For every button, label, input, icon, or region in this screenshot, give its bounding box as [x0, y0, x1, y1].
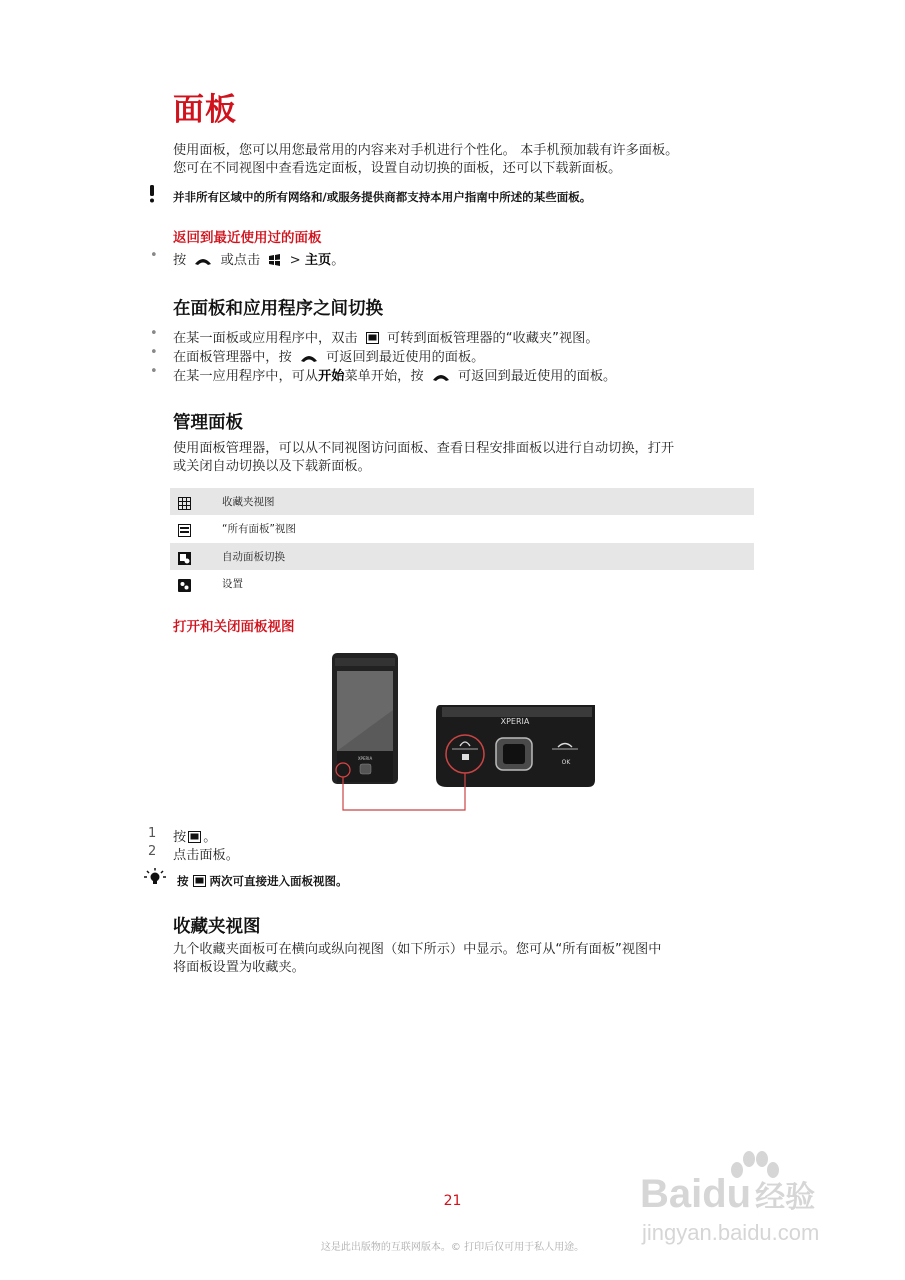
- row-label: 收藏夹视图: [222, 496, 275, 508]
- text: 在某一应用程序中，可从: [173, 369, 319, 384]
- auto-switch-icon: [178, 550, 191, 563]
- text: 菜单开始，按: [344, 369, 424, 384]
- bullet-icon: •: [150, 364, 158, 379]
- bullet-icon: •: [150, 326, 158, 341]
- text: 在某一面板或应用程序中，双击: [173, 331, 358, 346]
- tip-lightbulb-icon: [144, 868, 166, 892]
- end-call-icon: [432, 371, 450, 386]
- fav-line-1: 九个收藏夹面板可在横向或纵向视图（如下所示）中显示。您可从“所有面板”视图中: [173, 942, 662, 957]
- phone-illustration: [330, 650, 600, 815]
- heading-switch: 在面板和应用程序之间切换: [173, 299, 383, 319]
- phone-brand-small: XPERIA: [357, 756, 373, 761]
- settings-icon: [178, 577, 191, 590]
- bullet-return: [173, 249, 344, 270]
- list-icon: [178, 522, 191, 535]
- bullet-switch-2: [173, 346, 484, 367]
- start-label: 开始: [318, 369, 345, 384]
- page-title: 面板: [173, 92, 237, 128]
- exclamation-icon: [148, 185, 156, 207]
- manage-line-2: 或关闭自动切换以及下载新面板。: [173, 459, 371, 474]
- phone-brand-large: XPERIA: [500, 717, 530, 726]
- step-1-number: 1: [148, 826, 157, 841]
- text: 或点击: [220, 253, 261, 268]
- table-row: [170, 488, 754, 515]
- text: 按: [177, 874, 189, 888]
- heading-favorites: 收藏夹视图: [173, 917, 261, 937]
- baidu-watermark: [640, 1150, 850, 1260]
- text: 可返回到最近使用的面板。: [457, 369, 617, 384]
- row-label: 设置: [222, 578, 243, 590]
- text: 。: [331, 253, 345, 268]
- page-number: 21: [443, 1193, 462, 1209]
- step-2-number: 2: [148, 844, 157, 859]
- tip-note: [177, 873, 348, 890]
- wm-brand2: du: [702, 1172, 752, 1216]
- table-row: [170, 570, 754, 597]
- fav-line-2: 将面板设置为收藏夹。: [173, 960, 305, 975]
- home-label: 主页: [304, 253, 332, 268]
- ok-label: OK: [561, 759, 571, 766]
- bullet-icon: •: [150, 248, 158, 263]
- table-row: [170, 515, 754, 542]
- wm-brand: Bai: [640, 1172, 703, 1216]
- text: 按: [173, 830, 187, 845]
- step-2: 点击面板。: [173, 848, 239, 863]
- text: 。: [203, 830, 217, 845]
- footer-notice: 这是此出版物的互联网版本。© 打印后仅可用于私人用途。: [320, 1242, 585, 1253]
- wm-url: jingyan.baidu.com: [642, 1220, 820, 1245]
- end-call-icon: [194, 255, 212, 270]
- text: 在面板管理器中，按: [173, 350, 292, 365]
- bullet-switch-1: [173, 327, 599, 348]
- row-label: 自动面板切换: [222, 551, 285, 563]
- text: 可转到面板管理器的“收藏夹”视图。: [387, 331, 599, 346]
- panel-key-icon: [193, 875, 206, 890]
- text: 按: [173, 253, 187, 268]
- row-label: “所有面板”视图: [222, 523, 296, 535]
- wm-cn: 经验: [755, 1181, 816, 1214]
- windows-start-icon: [268, 254, 281, 270]
- text: 可返回到最近使用的面板。: [326, 350, 485, 365]
- bullet-switch-3: [173, 365, 616, 386]
- heading-open-close: 打开和关闭面板视图: [173, 619, 295, 635]
- warning-note: 并非所有区域中的所有网络和/或服务提供商都支持本用户指南中所述的某些面板。: [173, 190, 592, 204]
- table-row: [170, 543, 754, 570]
- grid-icon: [178, 495, 191, 508]
- intro-line-1: 使用面板，您可以用您最常用的内容来对手机进行个性化。 本手机预加载有许多面板。: [173, 143, 679, 158]
- text: >: [289, 253, 301, 268]
- text: 两次可直接进入面板视图。: [209, 874, 348, 888]
- heading-manage: 管理面板: [173, 413, 243, 433]
- bullet-icon: •: [150, 345, 158, 360]
- intro-line-2: 您可在不同视图中查看选定面板，设置自动切换的面板，还可以下载新面板。: [173, 161, 622, 176]
- heading-return: 返回到最近使用过的面板: [173, 230, 322, 246]
- manage-line-1: 使用面板管理器，可以从不同视图访问面板、查看日程安排面板以进行自动切换，打开: [173, 441, 675, 456]
